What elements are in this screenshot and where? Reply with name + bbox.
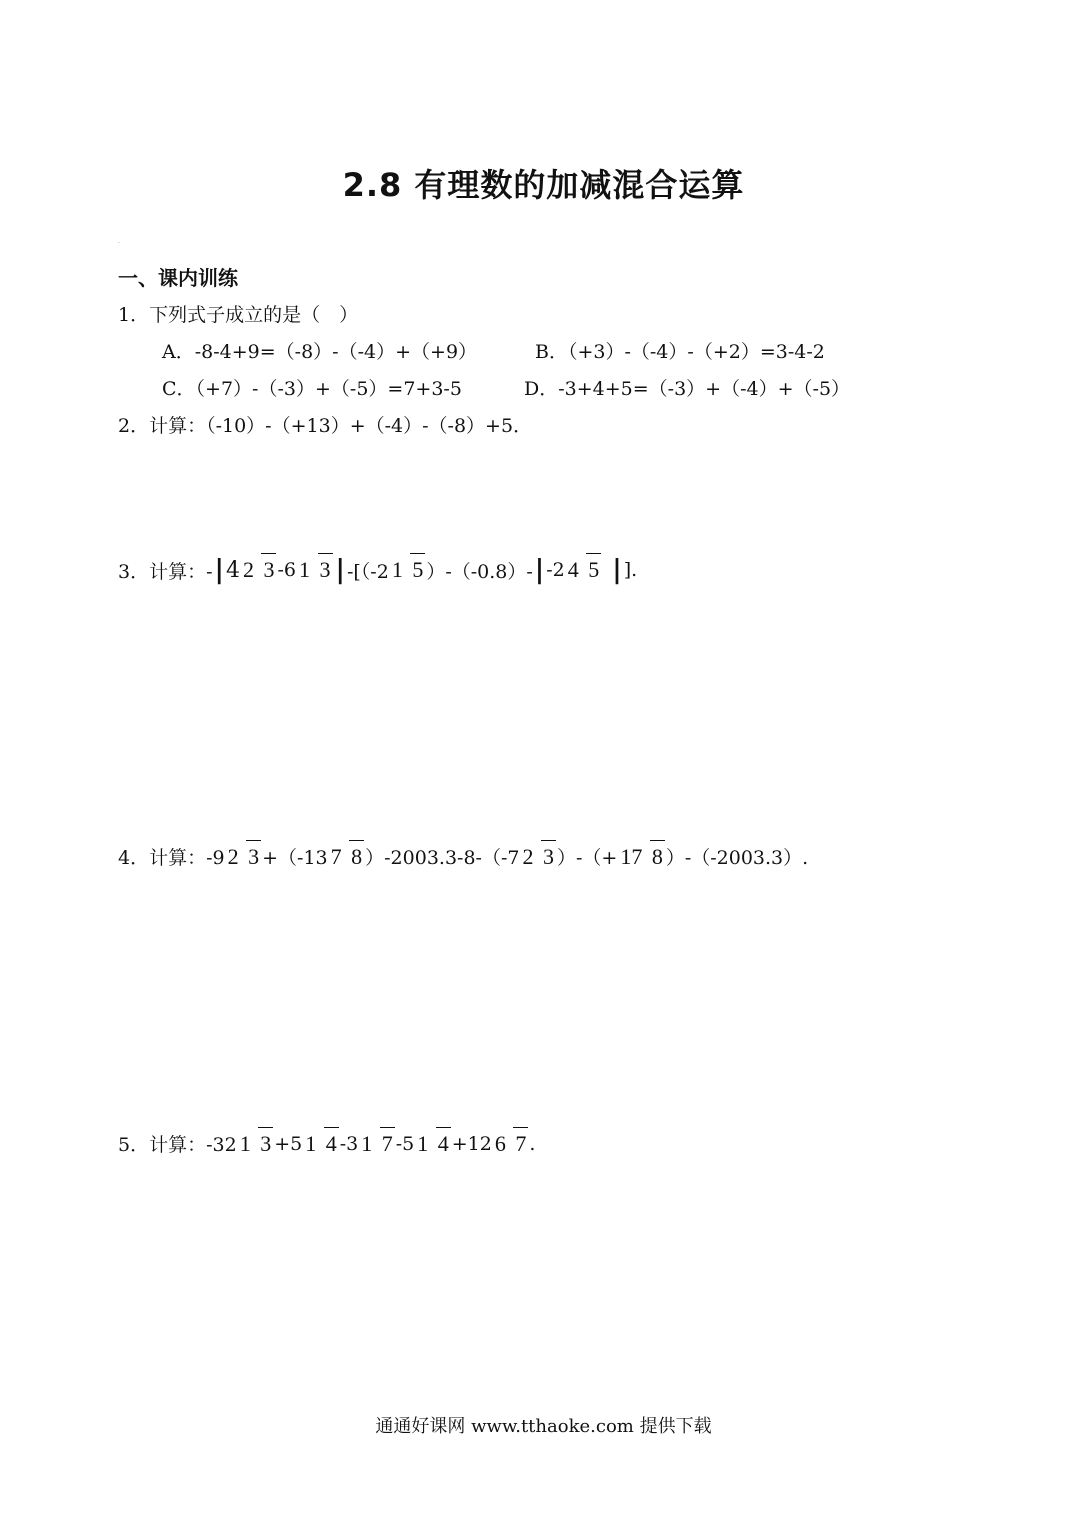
q5-prefix: 5．计算：-32 — [118, 1134, 237, 1156]
q4-den-1: 3 — [246, 840, 261, 869]
q3-abs-bar-open: | — [214, 555, 224, 585]
q3-den-3: 5 — [410, 553, 425, 582]
q5-den-4: 4 — [436, 1127, 451, 1156]
q5-num-3: 1 — [361, 1130, 373, 1156]
q3-term-2: -[（-2 — [346, 560, 389, 583]
footer-source: 通通好课网 www.tthaoke.com 提供下载 — [375, 1416, 712, 1437]
question-1-option-b: B．（+3）-（-4）-（+2）=3-4-2 — [535, 341, 825, 363]
q5-term-3: -5 — [395, 1132, 415, 1155]
q3-abs-bar-close: | — [335, 555, 345, 585]
q4-term-4: ）-（-2003.3）. — [665, 847, 809, 869]
q3-fraction-4 — [566, 559, 602, 581]
q4-num-4: 17 — [620, 843, 643, 869]
question-5 — [118, 1130, 535, 1157]
q5-den-1: 3 — [258, 1127, 273, 1156]
q3-num-1: 2 — [242, 557, 254, 582]
q5-term-2: -3 — [339, 1132, 359, 1155]
question-2: 2．计算：（-10）-（+13）+（-4）-（-8）+5． — [118, 415, 533, 437]
q4-den-3: 3 — [541, 840, 556, 869]
q5-fraction-1 — [238, 1130, 274, 1156]
q3-term-4: -2 — [546, 559, 565, 581]
q3-den-1: 3 — [261, 553, 276, 582]
q4-term-2: ）-2003.3-8-（-7 — [365, 847, 520, 869]
q3-num-4: 4 — [567, 557, 579, 582]
q5-num-5: 6 — [494, 1130, 506, 1156]
q4-den-4: 8 — [650, 840, 665, 869]
q4-term-1: +（-13 — [262, 847, 328, 869]
q3-fraction-1 — [241, 559, 277, 581]
q5-fraction-4 — [415, 1130, 451, 1156]
q3-num-2: 1 — [299, 557, 310, 582]
q5-fraction-3 — [359, 1130, 395, 1156]
question-3 — [118, 555, 637, 585]
page-title: 2.8 有理数的加减混合运算 — [342, 166, 745, 204]
q5-den-5: 7 — [513, 1127, 528, 1156]
q5-term-1: +5 — [274, 1132, 303, 1155]
q3-fraction-3 — [390, 559, 426, 581]
q5-num-1: 1 — [239, 1130, 251, 1156]
q3-term-5: ]. — [623, 559, 638, 581]
q3-den-2: 3 — [318, 553, 333, 582]
q5-num-2: 1 — [305, 1130, 317, 1156]
q4-fraction-3 — [520, 843, 556, 869]
q5-term-5: . — [529, 1132, 536, 1155]
q5-num-4: 1 — [417, 1130, 429, 1156]
q4-fraction-4 — [618, 843, 665, 869]
q5-fraction-2 — [303, 1130, 339, 1156]
q4-num-2: 7 — [330, 843, 342, 869]
q3-den-4: 5 — [586, 553, 601, 582]
q4-den-2: 8 — [349, 840, 364, 869]
question-1-stem: 1．下列式子成立的是（ ） — [118, 304, 359, 326]
q3-num-3: 1 — [391, 557, 403, 582]
question-4 — [118, 843, 808, 870]
q4-num-1: 2 — [227, 843, 239, 869]
q5-term-4: +12 — [451, 1132, 492, 1155]
question-1-option-a: A．-8-4+9=（-8）-（-4）+（+9） — [162, 341, 478, 363]
q3-abs-bar-close-2: | — [612, 555, 622, 585]
question-1-option-c: C．（+7）-（-3）+（-5）=7+3-5 — [162, 378, 462, 400]
q3-prefix: 3．计算：- — [118, 560, 213, 583]
q5-den-2: 4 — [324, 1127, 339, 1156]
q4-term-3: ）-（+ — [556, 847, 618, 869]
q5-den-3: 7 — [380, 1127, 395, 1156]
q4-fraction-1 — [226, 843, 262, 869]
q5-fraction-5 — [493, 1130, 529, 1156]
question-1-option-d: D．-3+4+5=（-3）+（-4）+（-5） — [524, 378, 851, 400]
q3-term-3: ）-（-0.8）- — [426, 560, 533, 583]
q4-fraction-2 — [329, 843, 365, 869]
section-heading: 一、课内训练 — [118, 266, 238, 290]
q4-num-3: 2 — [522, 843, 534, 869]
stray-mark: . — [118, 238, 120, 245]
q3-term-1: -6 — [277, 559, 296, 581]
q4-prefix: 4．计算：-9 — [118, 847, 225, 869]
q3-abs-bar-open-2: | — [534, 555, 545, 585]
q3-fraction-2 — [297, 559, 333, 581]
q3-whole-1: 4 — [225, 557, 240, 583]
